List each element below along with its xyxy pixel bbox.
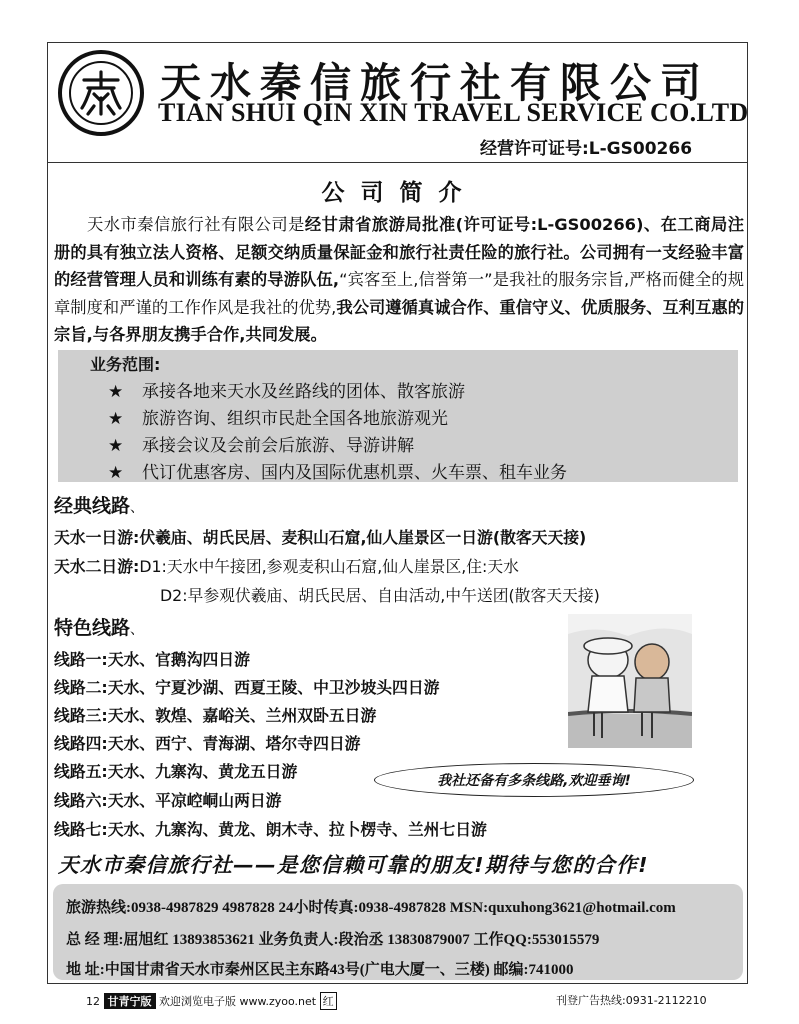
intro-text: 天水市秦信旅行社有限公司是经甘肃省旅游局批准(许可证号:L-GS00266)、在工商局注册的具有独立法人资格、足额交纳质量保証金和旅行社责任险的旅行社。公司拥有一支经验丰富的经营管理人员和训练有素的导游队伍,“宾客至上,信誉第一”是我社的服务宗旨,严格而健全的规章制度和严谨的工作作风是我社的优势,我公司遵循真诚合作、重信守义、优质服务、互利互惠的宗旨,与各界朋友携手合作,共同发展。 [54, 215, 744, 344]
business-item: ★ 承接会议及会前会后旅游、导游讲解 [108, 436, 414, 456]
route-two-day-d2: D2:早参观伏羲庙、胡氏民居、自由活动,中午送团(散客天天接) [160, 586, 600, 605]
special-route: 线路一:天水、官鹅沟四日游 [54, 650, 250, 669]
browse-text: 欢迎浏览电子版 www.zyoo.net [159, 995, 317, 1008]
contact-address: 地 址:中国甘肃省天水市秦州区民主东路43号(广电大厦一、三楼) 邮编:741000 [66, 962, 574, 978]
children-illustration [568, 614, 692, 748]
special-route: 线路二:天水、宁夏沙湖、西夏王陵、中卫沙坡头四日游 [54, 678, 440, 697]
license-number: 经营许可证号:L-GS00266 [480, 139, 693, 159]
star-icon: ★ [108, 409, 124, 429]
special-routes-title: 特色线路、 [54, 617, 145, 639]
company-name-en: TIAN SHUI QIN XIN TRAVEL SERVICE CO.LTD [158, 98, 749, 127]
company-logo [58, 50, 144, 136]
route-two-day: 天水二日游:D1:天水中午接团,参观麦积山石窟,仙人崖景区,住:天水 [54, 557, 519, 576]
edition-tag: 甘青宁版 [104, 993, 156, 1009]
company-name-cn: 天水秦信旅行社有限公司 [160, 59, 710, 107]
header-divider [47, 162, 748, 163]
more-routes-bubble: 我社还备有多条线路,欢迎垂询! [374, 763, 694, 797]
contact-hotline: 旅游热线:0938-4987829 4987828 24小时传真:0938-4987828 MSN:quxuhong3621@hotmail.com [66, 900, 676, 916]
star-icon: ★ [108, 463, 124, 483]
special-route: 线路四:天水、西宁、青海湖、塔尔寺四日游 [54, 734, 361, 753]
business-item: ★ 旅游咨询、组织市民赴全国各地旅游观光 [108, 409, 448, 429]
route-one-day: 天水一日游:伏羲庙、胡氏民居、麦积山石窟,仙人崖景区一日游(散客天天接) [54, 528, 587, 547]
business-item: ★ 承接各地来天水及丝路线的团体、散客旅游 [108, 382, 465, 402]
special-route: 线路三:天水、敦煌、嘉峪关、兰州双卧五日游 [54, 706, 377, 725]
business-scope-title: 业务范围: [90, 355, 161, 374]
special-route: 线路六:天水、平凉崆峒山两日游 [54, 791, 282, 810]
slogan: 天水市秦信旅行社——是您信赖可靠的朋友!期待与您的合作! [58, 853, 649, 877]
ad-hotline: 刊登广告热线:0931-2112210 [556, 994, 707, 1007]
footer-left [86, 992, 337, 1010]
special-route: 线路五:天水、九寨沟、黄龙五日游 [54, 762, 298, 781]
classic-routes-title: 经典线路、 [54, 495, 145, 517]
color-tag: 红 [320, 992, 337, 1010]
seal-glyph-icon [76, 68, 126, 118]
intro-title: 公司简介 [321, 180, 478, 206]
star-icon: ★ [108, 436, 124, 456]
contact-manager: 总 经 理:屈旭红 13893853621 业务负责人:段治丞 13830879007 工作QQ:553015579 [66, 932, 600, 948]
special-route: 线路七:天水、九寨沟、黄龙、朗木寺、拉卜楞寺、兰州七日游 [54, 820, 487, 839]
business-item: ★ 代订优惠客房、国内及国际优惠机票、火车票、租车业务 [108, 463, 567, 483]
page-number: 12 [86, 995, 100, 1008]
star-icon: ★ [108, 382, 124, 402]
